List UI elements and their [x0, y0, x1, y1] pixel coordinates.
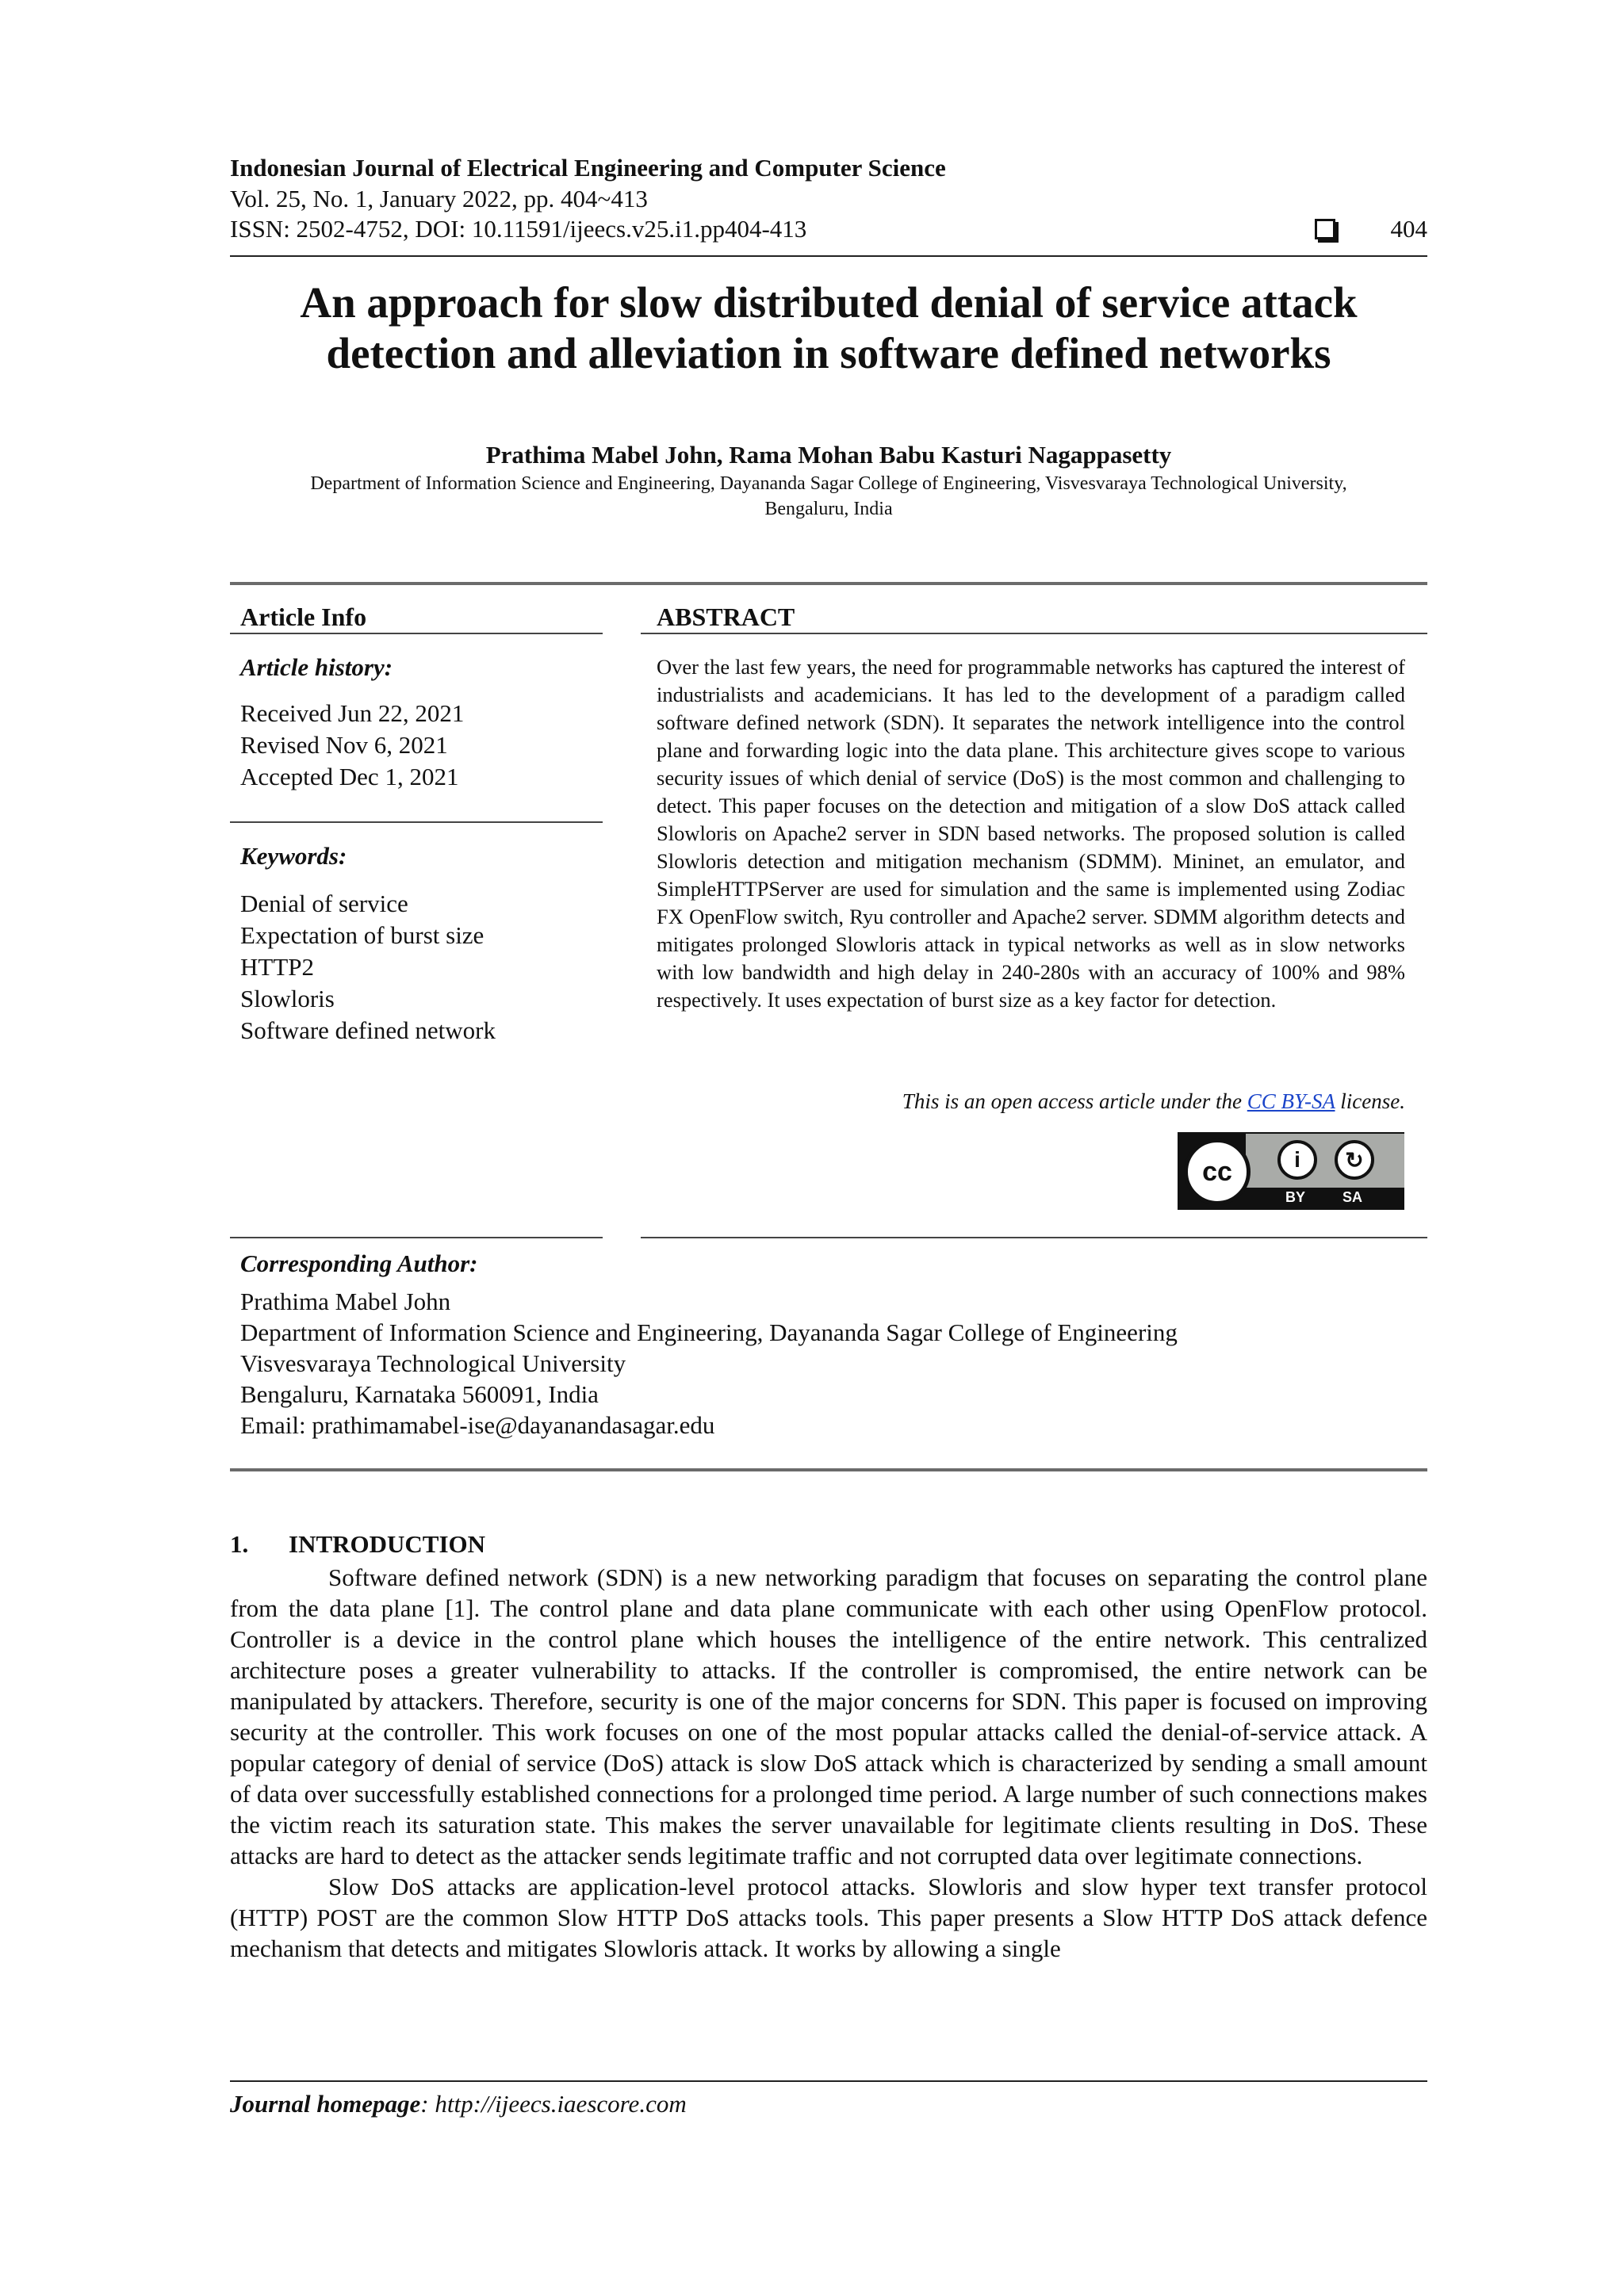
keywords-heading: Keywords: — [240, 842, 347, 870]
badge-sa-label: SA — [1342, 1189, 1363, 1205]
keyword-item: HTTP2 — [240, 953, 314, 981]
open-access-note — [657, 1089, 1405, 1114]
history-revised: Revised Nov 6, 2021 — [240, 731, 448, 759]
volume-info: Vol. 25, No. 1, January 2022, pp. 404~413 — [230, 185, 648, 212]
article-history-heading: Article history: — [240, 653, 393, 681]
keyword-item: Expectation of burst size — [240, 921, 485, 949]
corresponding-address: Bengaluru, Karnataka 560091, India — [240, 1380, 599, 1408]
keyword-item: Slowloris — [240, 985, 335, 1012]
abstract-rule — [641, 633, 1427, 634]
introduction-paragraph-1: Software defined network (SDN) is a new networking paradigm that focuses on separating the control plane from the data plane [1]. The control plane and data plane communicate with each other using OpenFlow protocol. Controller is a device in the control plane which houses the intelligence of the entire network. This centralized architecture poses a greater vulnerability to attacks. If the controller is compromised, the entire network can be manipulated by attackers. Therefore, security is one of the major concerns for SDN. This paper is focused on improving security at the controller. This work focuses on one of the most popular attacks called the denial-of-service attack. A popular category of denial of service (DoS) attack is slow DoS attack which is characterized by sending a small amount of data over successfully established connections for a prolonged time period. A large number of such connections makes the victim reach its saturation state. This makes the server unavailable for legitimate clients resulting in DoS. These attacks are hard to detect as the attacker sends legitimate traffic and not corrupted data over legitimate connections. — [230, 1563, 1427, 1869]
corresponding-department: Department of Information Science and Engineering, Dayananda Sagar College of Engineering — [240, 1318, 1178, 1346]
keyword-item: Denial of service — [240, 890, 408, 917]
keyword-item: Software defined network — [240, 1016, 496, 1044]
corresponding-university: Visvesvaraya Technological University — [240, 1349, 626, 1377]
paper-title — [230, 277, 1427, 379]
title-line-1: An approach for slow distributed denial of service attack — [300, 278, 1358, 327]
cc-by-sa-link[interactable]: CC BY-SA — [1247, 1089, 1335, 1113]
affiliation — [230, 471, 1427, 522]
homepage-label: Journal homepage — [230, 2090, 421, 2118]
article-info-rule — [230, 633, 603, 634]
footer-rule — [230, 2080, 1427, 2082]
journal-homepage — [230, 2090, 687, 2118]
keywords-bottom-rule — [230, 1237, 603, 1238]
badge-top-panel — [1246, 1134, 1404, 1188]
corresponding-author-details — [240, 1286, 1178, 1441]
corresponding-email: Email: prathimamabel-ise@dayanandasagar.edu — [240, 1411, 715, 1439]
badge-by-label: BY — [1285, 1189, 1306, 1205]
introduction-heading — [230, 1530, 485, 1559]
homepage-url[interactable]: : http://ijeecs.iaescore.com — [420, 2090, 687, 2118]
article-history-list — [240, 698, 464, 793]
article-info-heading: Article Info — [240, 603, 367, 631]
share-alike-icon: ↻ — [1335, 1140, 1374, 1180]
attribution-icon: i — [1277, 1140, 1317, 1180]
page-box-icon — [1315, 219, 1335, 239]
corresponding-author-heading: Corresponding Author: — [240, 1249, 478, 1277]
abstract-bottom-rule — [641, 1237, 1427, 1238]
running-header — [230, 152, 1427, 244]
info-bottom-rule — [230, 1468, 1427, 1471]
history-accepted: Accepted Dec 1, 2021 — [240, 763, 459, 790]
page-number: 404 — [1390, 215, 1427, 243]
license-suffix: license. — [1335, 1089, 1405, 1113]
cc-by-sa-badge[interactable] — [1178, 1132, 1404, 1210]
introduction-body — [230, 1562, 1427, 1964]
history-rule — [230, 821, 603, 823]
abstract-heading: ABSTRACT — [657, 603, 795, 631]
header-rule — [230, 255, 1427, 257]
issn-doi: ISSN: 2502-4752, DOI: 10.11591/ijeecs.v25.i1.pp404-413 — [230, 215, 807, 243]
history-received: Received Jun 22, 2021 — [240, 699, 465, 727]
corresponding-name: Prathima Mabel John — [240, 1288, 451, 1315]
keywords-list — [240, 888, 496, 1047]
info-top-rule — [230, 582, 1427, 585]
cc-logo-icon: cc — [1184, 1138, 1251, 1205]
abstract-text: Over the last few years, the need for programmable networks has captured the interest of industrialists and academicians. It has led to the development of a paradigm called software defined network (SDN). It separates the network intelligence into the control plane and forwarding logic into the data plane. This architecture gives scope to various security issues of which denial of service (DoS) is the most common and challenging to detect. This paper focuses on the detection and mitigation of a slow DoS attack called Slowloris on Apache2 server in SDN based networks. The proposed solution is called Slowloris detection and mitigation mechanism (SDMM). Mininet, an emulator, and SimpleHTTPServer are used for simulation and the same is implemented using Zodiac FX OpenFlow switch, Ryu controller and Apache2 server. SDMM algorithm detects and mitigates prolonged Slowloris attack in typical networks as well as in slow networks with low bandwidth and high delay in 240-280s with an accuracy of 100% and 98% respectively. It uses expectation of burst size as a key factor for detection. — [657, 655, 1405, 1012]
section-number: 1. — [230, 1530, 249, 1558]
license-prefix: This is an open access article under the — [902, 1089, 1247, 1113]
title-line-2: detection and alleviation in software defined networks — [326, 329, 1331, 377]
affiliation-line-1: Department of Information Science and Engineering, Dayananda Sagar College of Engineering, Visvesvaraya Technological University, — [310, 473, 1347, 494]
affiliation-line-2: Bengaluru, India — [764, 499, 893, 519]
introduction-paragraph-2: Slow DoS attacks are application-level protocol attacks. Slowloris and slow hyper text transfer protocol (HTTP) POST are the common Slow HTTP DoS attacks tools. This paper presents a Slow HTTP DoS attack defence mechanism that detects and mitigates Slowloris attack. It works by allowing a single — [230, 1873, 1427, 1962]
authors: Prathima Mabel John, Rama Mohan Babu Kasturi Nagappasetty — [485, 441, 1172, 469]
journal-name: Indonesian Journal of Electrical Engineering and Computer Science — [230, 154, 946, 182]
section-title: INTRODUCTION — [289, 1530, 486, 1558]
